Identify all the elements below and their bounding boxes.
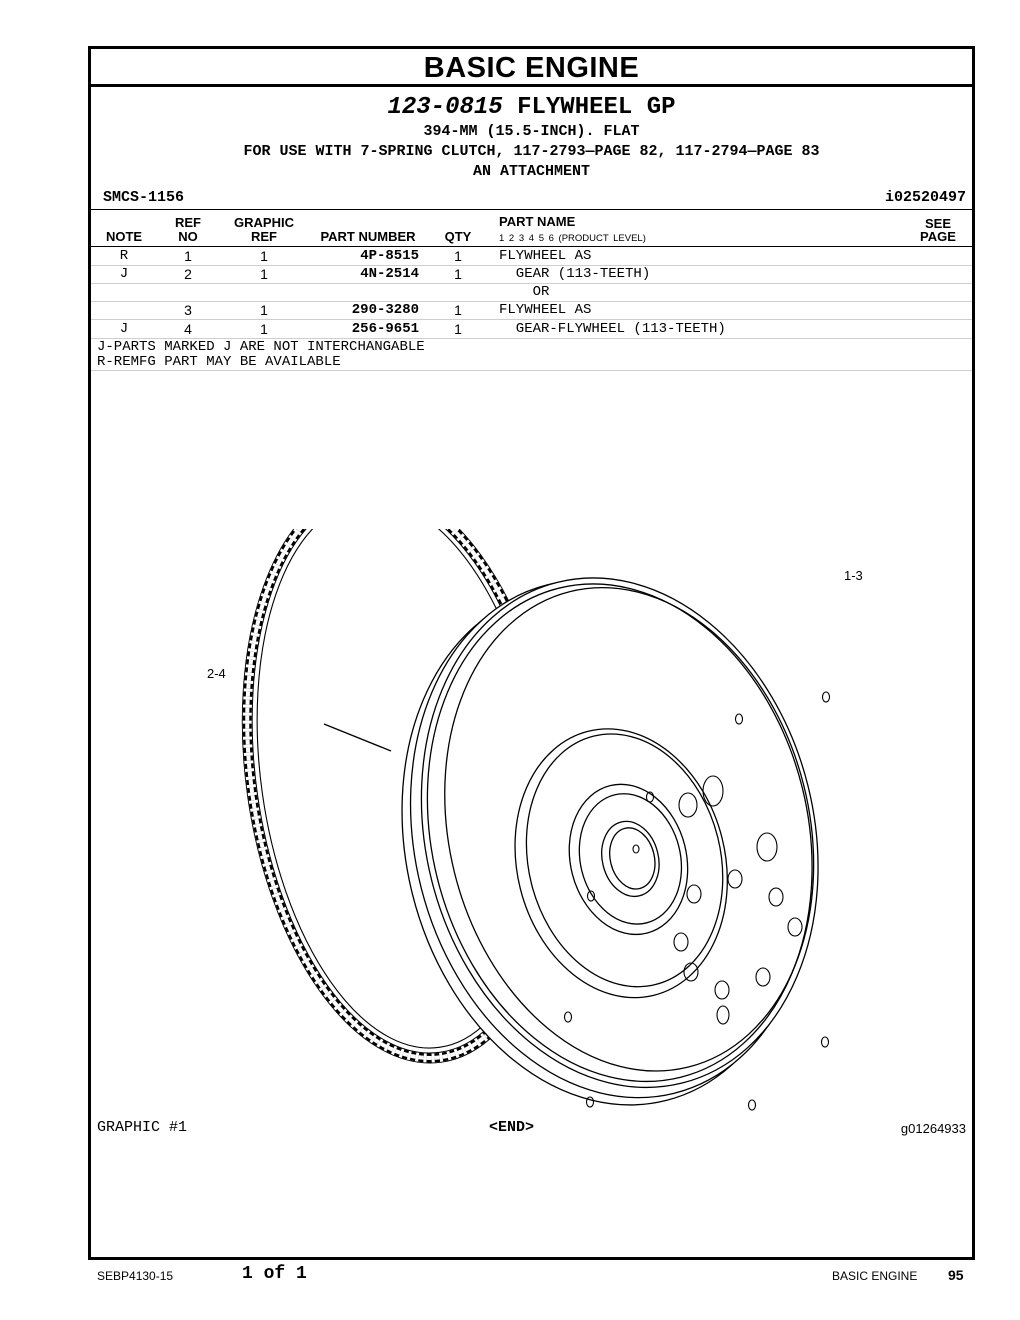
- graphic-id: g01264933: [900, 1121, 966, 1136]
- header-qty: QTY: [444, 229, 472, 244]
- row-ref-no: 4: [184, 321, 192, 337]
- row-part-name: GEAR (113-TEETH): [499, 266, 651, 282]
- header-see-page-1: SEE: [924, 216, 951, 231]
- note-remanufactured: R-REMFG PART MAY BE AVAILABLE: [97, 354, 341, 370]
- header-note: NOTE: [105, 229, 143, 244]
- row-ref-no: 1: [184, 248, 192, 264]
- row-graphic-ref: 1: [260, 248, 268, 264]
- header-product-level: 1 2 3 4 5 6 (PRODUCT LEVEL): [499, 233, 646, 244]
- row-note: R: [119, 248, 129, 264]
- footer-page-number: 95: [948, 1267, 964, 1283]
- row-part-name: OR: [499, 284, 550, 300]
- group-description-3: AN ATTACHMENT: [472, 163, 591, 180]
- page-frame: [88, 46, 975, 1260]
- footer-section: BASIC ENGINE: [832, 1269, 918, 1283]
- footer-page-of: 1 of 1: [242, 1264, 307, 1284]
- row-part-name: FLYWHEEL AS: [499, 302, 592, 318]
- row-graphic-ref: 1: [260, 321, 268, 337]
- row-part-number: 256-9651: [351, 321, 419, 337]
- callout-1-3: 1-3: [844, 568, 863, 583]
- row-part-number: 290-3280: [351, 302, 419, 318]
- group-description-2: FOR USE WITH 7-SPRING CLUTCH, 117-2793—PAGE 82, 117-2794—PAGE 83: [243, 143, 820, 160]
- flywheel-body: [348, 535, 851, 1119]
- row-part-name: FLYWHEEL AS: [499, 248, 592, 264]
- row-qty: 1: [454, 266, 462, 282]
- graphic-label: GRAPHIC #1: [97, 1119, 188, 1136]
- section-title: BASIC ENGINE: [91, 49, 972, 87]
- row-note: J: [119, 321, 129, 337]
- row-graphic-ref: 1: [260, 266, 268, 282]
- row-part-number: 4P-8515: [360, 248, 419, 264]
- row-part-number: 4N-2514: [360, 266, 419, 282]
- row-qty: 1: [454, 321, 462, 337]
- row-qty: 1: [454, 302, 462, 318]
- header-ref-no-2: NO: [178, 229, 198, 244]
- header-graphic-ref-1: GRAPHIC: [234, 215, 294, 230]
- row-note: J: [119, 266, 129, 282]
- row-graphic-ref: 1: [260, 302, 268, 318]
- end-marker: <END>: [489, 1119, 535, 1136]
- header-graphic-ref-2: REF: [251, 229, 277, 244]
- smcs-code: SMCS-1156: [103, 189, 185, 206]
- row-part-name: GEAR-FLYWHEEL (113-TEETH): [499, 321, 726, 337]
- group-title: [91, 94, 972, 121]
- row-ref-no: 2: [184, 266, 192, 282]
- leader-line-2-4: [324, 724, 391, 751]
- callout-2-4: 2-4: [207, 666, 226, 681]
- header-rule: [91, 209, 972, 210]
- note-interchangeable: J-PARTS MARKED J ARE NOT INTERCHANGABLE: [97, 339, 425, 355]
- header-ref-no-1: REF: [175, 215, 201, 230]
- group-part-number: 123-0815: [387, 94, 503, 121]
- row-qty: 1: [454, 248, 462, 264]
- illustration-id: i02520497: [884, 189, 966, 206]
- group-description-1: 394-MM (15.5-INCH). FLAT: [423, 123, 640, 140]
- header-part-number: PART NUMBER: [320, 229, 416, 244]
- group-name: FLYWHEEL GP: [517, 94, 676, 121]
- row-ref-no: 3: [184, 302, 192, 318]
- header-see-page-2: PAGE: [920, 229, 956, 244]
- header-part-name: PART NAME: [499, 214, 576, 229]
- flywheel-illustration: [191, 529, 851, 1119]
- footer-document-number: SEBP4130-15: [97, 1269, 174, 1283]
- notes-divider: [91, 370, 972, 371]
